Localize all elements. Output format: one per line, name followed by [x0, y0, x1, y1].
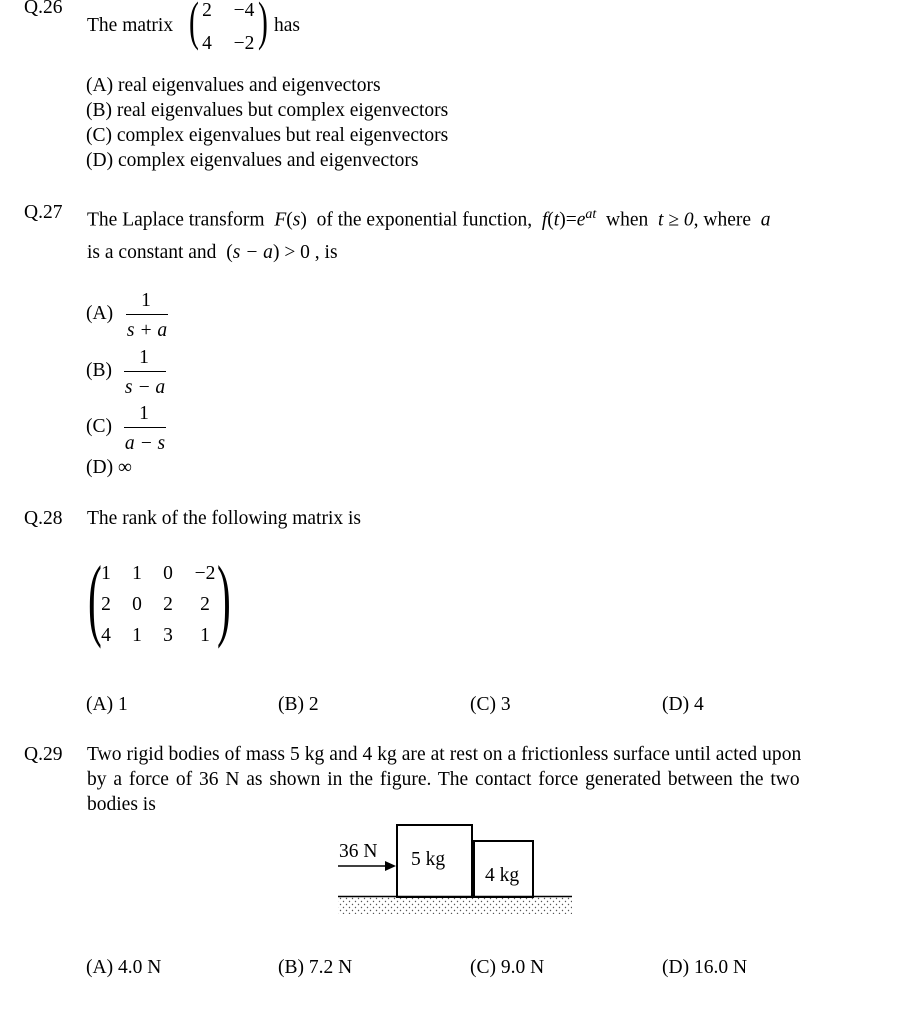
- fraction-bar: [124, 427, 166, 428]
- q27-when: when: [606, 209, 649, 231]
- q29-line2: by a force of 36 N as shown in the figure. The contact force generated between the two: [87, 769, 800, 790]
- q27-option-d-label: (D): [86, 457, 114, 478]
- q28-option-c: (C) 3: [470, 694, 511, 715]
- matrix-cell: 1: [132, 563, 142, 584]
- matrix-cell: 1: [101, 563, 111, 584]
- q27-option-b-den: s − a: [124, 377, 166, 398]
- force-arrow-head: [385, 861, 396, 871]
- q27-var-f: f: [541, 209, 548, 231]
- q26-option-c: (C) complex eigenvalues but real eigenvectors: [86, 125, 449, 146]
- matrix-cell: 4: [202, 33, 212, 54]
- matrix-cell: 0: [163, 563, 173, 584]
- q28-option-a: (A) 1: [86, 694, 128, 715]
- q26-option-b: (B) real eigenvalues but complex eigenvectors: [86, 100, 449, 121]
- matrix-cell: 0: [132, 594, 142, 615]
- q27-equals: =: [565, 209, 577, 231]
- q27-var-s: s: [292, 209, 301, 231]
- matrix-cell: 1: [200, 625, 210, 646]
- q27-option-b-label: (B): [86, 360, 112, 381]
- q27-condition: t ≥ 0: [658, 209, 694, 231]
- q27-option-d: [86, 458, 132, 478]
- q26-option-a: (A) real eigenvalues and eigenvectors: [86, 75, 381, 96]
- q28-option-b: (B) 2: [278, 694, 319, 715]
- q29-line1: Two rigid bodies of mass 5 kg and 4 kg are at rest on a frictionless surface until acted upon: [87, 744, 802, 765]
- q26-text-before: The matrix: [87, 15, 174, 36]
- q27-var-e: e: [576, 209, 586, 231]
- q27-text: The Laplace transform: [87, 209, 265, 231]
- matrix-left-bracket: (: [88, 547, 102, 649]
- q27-option-c-num: 1: [139, 403, 149, 424]
- q28-number: Q.28: [24, 508, 63, 529]
- q27-text: of the exponential function,: [316, 209, 533, 231]
- q27-option-a-den: s + a: [126, 320, 168, 341]
- fraction-bar: [124, 371, 166, 372]
- q26-text-after: has: [274, 15, 300, 36]
- q27-line2: is a constant and (s − a) > 0 , is: [87, 242, 338, 263]
- q27-where: , where: [693, 209, 752, 231]
- q29-line3: bodies is: [87, 794, 156, 815]
- q28-text: The rank of the following matrix is: [87, 508, 362, 529]
- q27-option-d-value: ∞: [117, 457, 132, 478]
- q27-var-a: a: [760, 209, 771, 231]
- q27-option-a-label: (A): [86, 303, 114, 324]
- q27-option-c-label: (C): [86, 416, 112, 437]
- q28-option-d: (D) 4: [662, 694, 704, 715]
- matrix-cell: 2: [202, 0, 212, 21]
- q27-tail: > 0 , is: [284, 242, 338, 263]
- q27-option-a-num: 1: [141, 290, 151, 311]
- q29-option-b: (B) 7.2 N: [278, 957, 353, 978]
- q27-var-t: t: [553, 209, 560, 231]
- q26-option-d: (D) complex eigenvalues and eigenvectors: [86, 150, 419, 171]
- q27-exponent: at: [585, 207, 597, 222]
- matrix-cell: 2: [200, 594, 210, 615]
- q29-option-c: (C) 9.0 N: [470, 957, 545, 978]
- matrix-cell: −4: [233, 0, 255, 21]
- q27-line1: The Laplace transform F(s) of the exponential function, $f(t)=e^{at}$ when t ≥ 0, where a: [87, 207, 771, 231]
- q27-expr: s − a: [232, 242, 273, 263]
- block2-label: 4 kg: [485, 865, 520, 886]
- q27-number: Q.27: [24, 202, 63, 223]
- matrix-cell: 2: [101, 594, 111, 615]
- q29-option-d: (D) 16.0 N: [662, 957, 748, 978]
- q26-number: Q.26: [24, 0, 63, 18]
- matrix-cell: −2: [194, 563, 216, 584]
- q29-option-a: (A) 4.0 N: [86, 957, 162, 978]
- matrix-left-bracket: (: [189, 0, 199, 51]
- q27-var-F: F: [274, 209, 287, 231]
- matrix-right-bracket: ): [217, 547, 231, 649]
- matrix-cell: 3: [163, 625, 173, 646]
- q29-number: Q.29: [24, 744, 63, 765]
- matrix-cell: 2: [163, 594, 173, 615]
- matrix-cell: 1: [132, 625, 142, 646]
- ground-hatch: [338, 897, 572, 914]
- force-label: 36 N: [339, 841, 378, 862]
- fraction-bar: [126, 314, 168, 315]
- matrix-right-bracket: ): [258, 0, 268, 51]
- q27-option-c-den: a − s: [124, 433, 166, 454]
- block1-label: 5 kg: [411, 849, 446, 870]
- matrix-cell: 4: [101, 625, 111, 646]
- q27-text: is a constant and: [87, 242, 217, 263]
- matrix-cell: −2: [233, 33, 255, 54]
- q27-option-b-num: 1: [139, 347, 149, 368]
